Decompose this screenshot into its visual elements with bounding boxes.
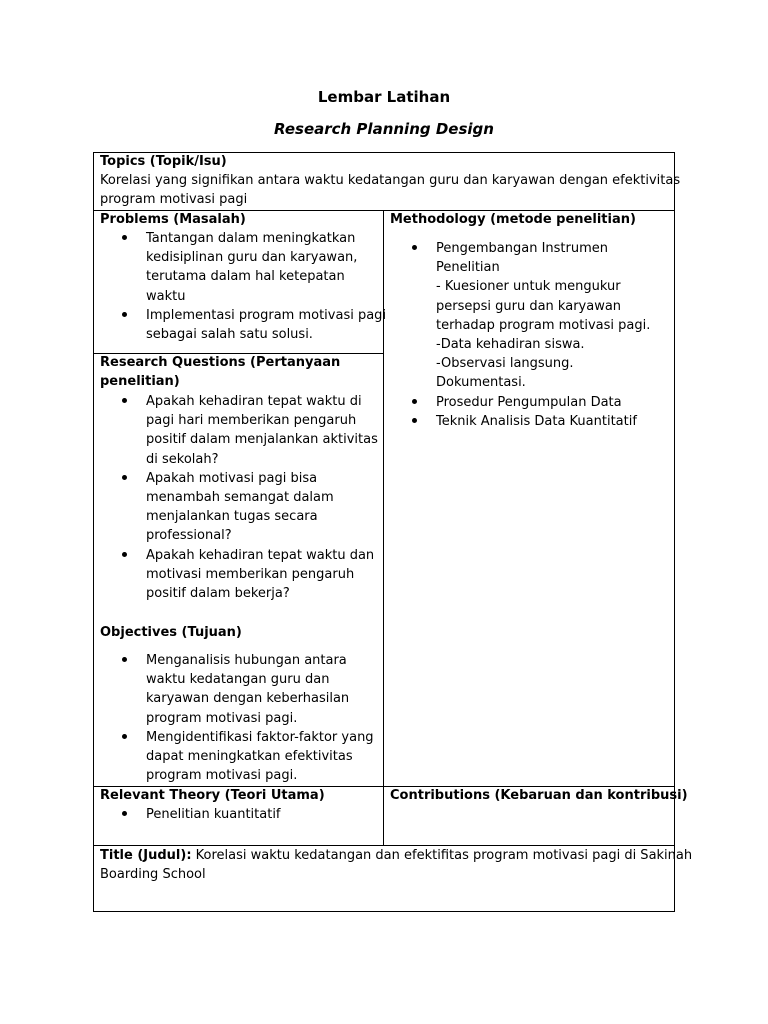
list-item-text: -Observasi langsung. [436,356,574,372]
list-item-text: dapat meningkatkan efektivitas [146,748,353,764]
list-item-text: Mengidentifikasi faktor-faktor yang [146,729,374,745]
list-item-text: Apakah motivasi pagi bisa [146,470,318,486]
list-item-text: waktu [146,288,186,304]
list-item-text: menambah semangat dalam [146,489,334,505]
list-item-text: di sekolah? [146,451,219,467]
bullet-icon [122,312,127,317]
topics-text-line1: Korelasi yang signifikan antara waktu kedatangan guru dan karyawan dengan efektivitas [100,173,681,188]
topics-text-line2: program motivasi pagi [100,192,248,207]
bullet-icon [412,399,417,404]
list-item-text: Penelitian kuantitatif [146,807,281,822]
bullet-icon [412,418,417,423]
list-item-text: karyawan dengan keberhasilan [146,691,350,707]
problems-label: Problems (Masalah) [100,212,246,227]
document-subtitle: Research Planning Design [274,120,494,138]
list-item-text: Implementasi program motivasi pagi [146,307,387,323]
bullet-icon [122,734,127,739]
methodology-label: Methodology (metode penelitian) [390,212,636,227]
bullet-icon [122,811,127,816]
bullet-icon [412,245,417,250]
research-questions-label-line1: Research Questions (Pertanyaan [100,355,341,370]
list-item-text: - Kuesioner untuk mengukur [436,279,621,295]
list-item-text: waktu kedatangan guru dan [146,672,330,688]
list-item-text: program motivasi pagi. [146,710,298,726]
list-item-text: Apakah kehadiran tepat waktu di [146,394,362,409]
title-line1 [100,846,692,865]
topics-label: Topics (Topik/Isu) [100,154,227,169]
research-questions-label-line2: penelitian) [100,374,180,389]
list-item-text: Menganalisis hubungan antara [146,653,347,668]
list-item-text: Pengembangan Instrumen [436,241,609,256]
list-item-text: motivasi memberikan pengaruh [146,566,355,582]
list-item-text: terutama dalam hal ketepatan [146,269,345,285]
list-item-text: -Data kehadiran siswa. [436,337,585,352]
bullet-icon [122,552,127,557]
theory-label: Relevant Theory (Teori Utama) [100,788,325,803]
contributions-label: Contributions (Kebaruan dan kontribusi) [390,788,688,803]
list-item-text: kedisiplinan guru dan karyawan, [146,250,358,266]
list-item-text: terhadap program motivasi pagi. [436,317,651,333]
bullet-icon [122,475,127,480]
bullet-icon [122,657,127,662]
objectives-label: Objectives (Tujuan) [100,625,242,640]
title-line2: Boarding School [100,867,206,882]
list-item-text: Apakah kehadiran tepat waktu dan [146,547,375,563]
list-item-text: Tantangan dalam meningkatkan [146,231,356,246]
title-label: Title (Judul): [100,848,192,863]
document-title: Lembar Latihan [317,88,451,106]
list-item-text: professional? [146,528,232,544]
bullet-icon [122,398,127,403]
list-item-text: Prosedur Pengumpulan Data [436,394,622,410]
list-item-text: pagi hari memberikan pengaruh [146,413,357,429]
title-text: Korelasi waktu kedatangan dan efektifitas program motivasi pagi di Sakinah [191,848,693,863]
list-item-text: persepsi guru dan karyawan [436,298,622,314]
list-item-text: positif dalam menjalankan aktivitas [146,432,378,448]
list-item-text: Dokumentasi. [436,375,526,391]
list-item-text: menjalankan tugas secara [146,509,318,525]
list-item-text: Teknik Analisis Data Kuantitatif [436,413,637,429]
list-item-text: sebagai salah satu solusi. [146,326,313,342]
list-item-text: positif dalam bekerja? [146,585,290,601]
bullet-icon [122,235,127,240]
list-item-text: Penelitian [436,260,500,276]
list-item-text: program motivasi pagi. [146,768,298,784]
